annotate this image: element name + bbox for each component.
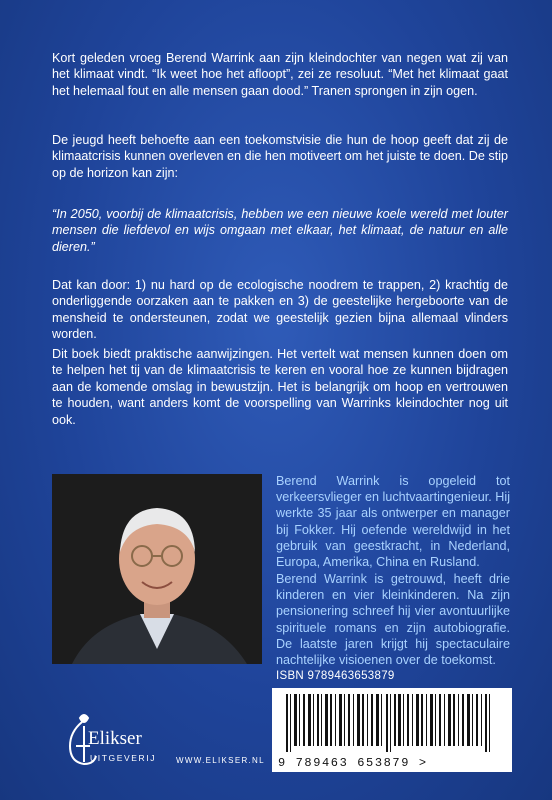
author-bio-1: Berend Warrink is opgeleid tot verkeersvlieger en luchtvaartingenieur. Hij werkte 35 jaar als ontwerper en manager bij Fokker. Hij oefende wereldwijd in het gebruik van geestkracht, in Nederland, Europa, Amerika, China en Rusland. [276, 474, 510, 570]
publisher-subtitle: UITGEVERIJ [90, 753, 157, 763]
intro-paragraph-4: Dat kan door: 1) nu hard op de ecologische noodrem te trappen, 2) krachtig de onderliggende oorzaken aan te pakken en 3) de geestelijke hergeboorte van de mensheid te ondersteunen, zodat we geestelijk gezien bijna allemaal vlinders worden. [52, 278, 508, 342]
intro-paragraph-1: Kort geleden vroeg Berend Warrink aan zijn kleindochter van negen wat zij van het klimaat vindt. “Ik weet hoe het afloopt”, zei ze resoluut. “Met het klimaat gaat het helemaal fout en alle mensen gaan dood.” Tranen sprongen in zijn ogen. [52, 51, 508, 98]
publisher-website-link[interactable]: WWW.ELIKSER.NL [176, 756, 265, 765]
intro-paragraph-5: Dit boek biedt praktische aanwijzingen. Het vertelt wat mensen kunnen doen om te helpen het tij van de klimaatcrisis te keren en vooral hoe ze kunnen bijdragen aan de komende omslag in bewustzijn. Het is belangrijk om hoop en vertrouwen te houden, want anders komt de voorspelling van Warrinks kleindochter nog uit ook. [52, 347, 508, 427]
isbn-label: ISBN 9789463653879 [276, 670, 395, 682]
barcode-number: 9 789463 653879 > [278, 756, 428, 770]
vision-quote: “In 2050, voorbij de klimaatcrisis, hebben we een nieuwe koele wereld met louter mensen die liefdevol en wijs omgaan met elkaar, het klimaat, de natuur en alle dieren.” [52, 207, 508, 254]
author-portrait-image [52, 474, 262, 664]
barcode-bars-icon [286, 694, 498, 752]
barcode [272, 688, 512, 772]
publisher-name: Elikser [88, 728, 142, 749]
intro-paragraph-2: De jeugd heeft behoefte aan een toekomstvisie die hun de hoop geeft dat zij de klimaatcrisis kunnen overleven en die hen motiveert om het juiste te doen. De stip op de horizon kan zijn: [52, 133, 508, 180]
author-bio-2: Berend Warrink is getrouwd, heeft drie kinderen en vier kleinkinderen. Na zijn pensionering schreef hij vier avontuurlijke spirituele romans en zijn autobiografie. De laatste jaren krijgt hij spectaculaire nachtelijke visioenen over de toekomst. [276, 572, 510, 668]
author-photo [52, 474, 262, 664]
